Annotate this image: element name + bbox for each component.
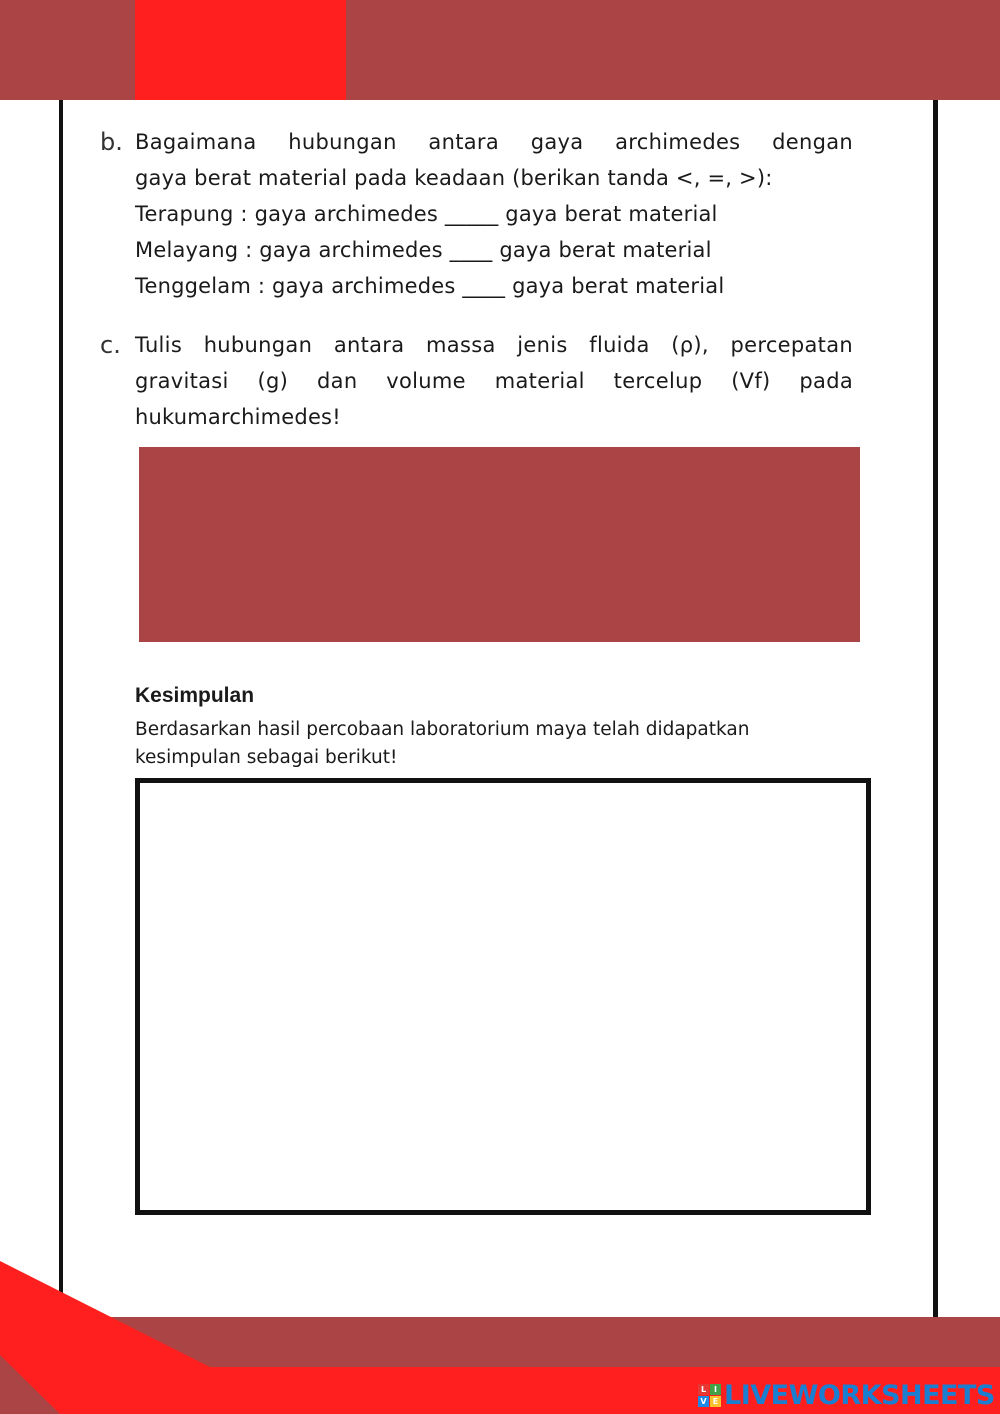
question-c-line-1: Tulis hubungan antara massa jenis fluida (ρ), percepatan — [135, 333, 853, 357]
question-b-melayang: Melayang : gaya archimedes ____ gaya berat material — [135, 238, 712, 262]
question-b — [100, 124, 853, 304]
liveworksheets-icon — [698, 1384, 721, 1407]
liveworksheets-logo[interactable] — [698, 1379, 995, 1411]
logo-letter-v: V — [698, 1396, 709, 1407]
question-b-tenggelam: Tenggelam : gaya archimedes ____ gaya berat material — [135, 274, 725, 298]
conclusion-input-box[interactable] — [135, 778, 871, 1215]
logo-letter-e: E — [710, 1396, 721, 1407]
question-c-marker: c. — [100, 331, 121, 359]
answer-input-box[interactable] — [139, 447, 860, 642]
frame-left-border — [59, 100, 63, 1320]
kesimpulan-heading: Kesimpulan — [135, 684, 255, 707]
question-c — [100, 327, 853, 435]
kesimpulan-description: Berdasarkan hasil percobaan laboratorium maya telah didapatkan kesimpulan sebagai berikut! — [135, 719, 750, 768]
frame-right-border — [933, 100, 938, 1320]
question-b-terapung: Terapung : gaya archimedes _____ gaya berat material — [135, 202, 718, 226]
question-b-marker: b. — [100, 128, 123, 156]
question-b-line-2: gaya berat material pada keadaan (berikan tanda <, =, >): — [135, 166, 773, 190]
logo-letter-l: L — [698, 1384, 709, 1395]
liveworksheets-wordmark: LIVEWORKSHEETS — [724, 1379, 995, 1411]
header-accent-block — [135, 0, 346, 100]
logo-letter-i: I — [710, 1384, 721, 1395]
question-c-line-2: gravitasi (g) dan volume material tercelup (Vf) pada — [135, 369, 853, 393]
question-c-line-3: hukumarchimedes! — [135, 405, 341, 429]
question-b-line-1: Bagaimana hubungan antara gaya archimedes dengan — [135, 130, 853, 154]
